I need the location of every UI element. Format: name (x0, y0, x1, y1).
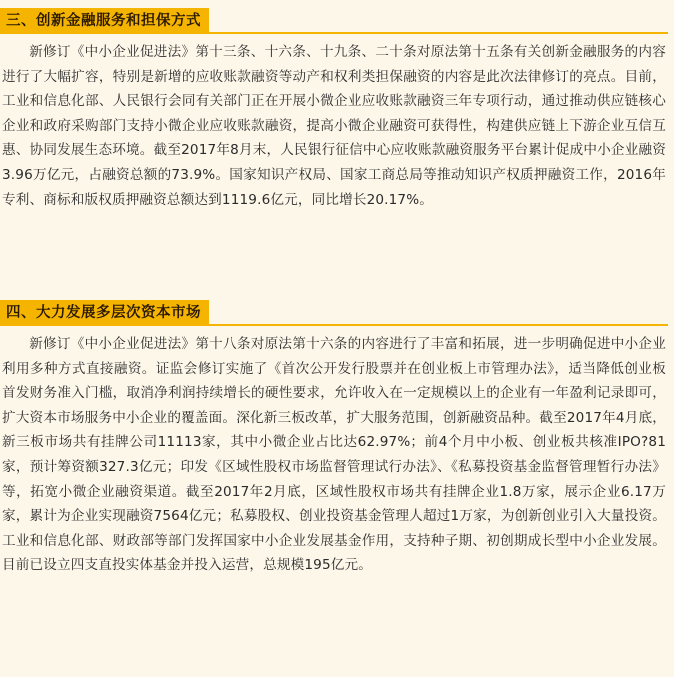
section-heading: 四、大力发展多层次资本市场 (0, 300, 209, 326)
section-heading-bar (0, 8, 674, 34)
section-heading-bar (0, 300, 674, 326)
heading-divider (0, 324, 668, 326)
section-paragraph: 新修订《中小企业促进法》第十八条对原法第十六条的内容进行了丰富和拓展，进一步明确促进中小企业利用多种方式直接融资。证监会修订实施了《首次公开发行股票并在创业板上市管理办法》，适当降低创业板首发财务准入门槛，取消净利润持续增长的硬性要求，允许收入在一定规模以上的企业有一年盈利记录即可，扩大资本市场服务中小企业的覆盖面。深化新三板改革，扩大服务范围，创新融资品种。截至2017年4月底，新三板市场共有挂牌公司11113家，其中小微企业占比达62.97%；前4个月中小板、创业板共核准IPO?81家，预计筹资额327.3亿元；印发《区域性股权市场监督管理试行办法》、《私募投资基金监督管理暂行办法》等，拓宽小微企业融资渠道。截至2017年2月底，区域性股权市场共有挂牌企业1.8万家，展示企业6.17万家，累计为企业实现融资7564亿元；私募股权、创业投资基金管理人超过1万家，为创新创业引入大量投资。工业和信息化部、财政部等部门发挥国家中小企业发展基金作用，支持种子期、初创期成长型中小企业发展。目前已设立四支直投实体基金并投入运营，总规模195亿元。 (2, 336, 666, 574)
section-paragraph: 新修订《中小企业促进法》第十三条、十六条、十九条、二十条对原法第十五条有关创新金融服务的内容进行了大幅扩容，特别是新增的应收账款融资等动产和权利类担保融资的内容是此次法律修订的亮点。目前，工业和信息化部、人民银行会同有关部门正在开展小微企业应收账款融资三年专项行动，通过推动供应链核心企业和政府采购部门支持小微企业应收账款融资，提高小微企业融资可获得性，构建供应链上下游企业互信互惠、协同发展生态环境。截至2017年8月末，人民银行征信中心应收账款融资服务平台累计促成中小企业融资3.96万亿元，占融资总额的73.9%。国家知识产权局、国家工商总局等推动知识产权质押融资工作，2016年专利、商标和版权质押融资总额达到1119.6亿元，同比增长20.17%。 (2, 44, 666, 208)
heading-divider (0, 32, 668, 34)
section-capital-market (0, 300, 674, 578)
section-heading: 三、创新金融服务和担保方式 (0, 8, 209, 34)
section-innovative-finance (0, 8, 674, 212)
